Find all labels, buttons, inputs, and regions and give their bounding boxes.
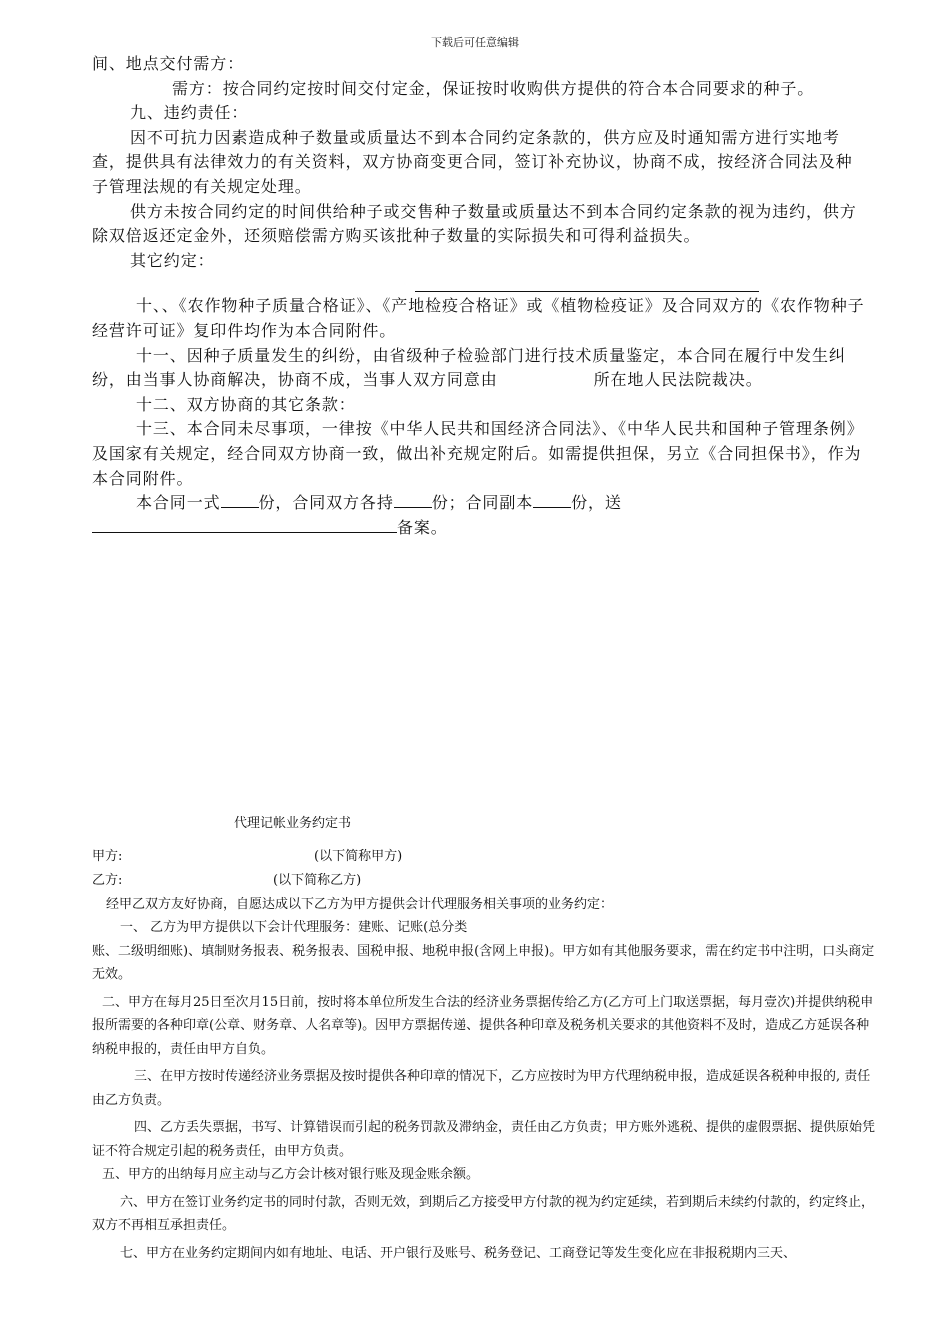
clause-text: 备案。 xyxy=(397,517,448,537)
agreement-item: 一、 乙方为甲方提供以下会计代理服务：建账、记账(总分类 xyxy=(120,920,468,935)
party-a-label: 甲方: xyxy=(92,848,123,864)
other-terms-label: 其它约定： xyxy=(130,250,215,270)
party-b-note: (以下简称乙方) xyxy=(273,872,362,888)
agreement-item: 四、乙方丢失票据，书写、计算错误而引起的税务罚款及滞纳金，责任由乙方负责；甲方账外逃税、提供的虚假票据、提供原始凭证不符合规定引起的税务责任，由甲方负责。 xyxy=(92,1120,876,1159)
party-b-label: 乙方: xyxy=(92,872,123,888)
contract-paragraph xyxy=(92,344,865,393)
agreement-intro: 经甲乙双方友好协商，自愿达成以下乙方为甲方提供会计代理服务相关事项的业务约定： xyxy=(106,896,614,912)
agreement-item: 账、二级明细账)、填制财务报表、税务报表、国税申报、地税申报(含网上申报)。甲方如有其他服务要求，需在约定书中注明，口头商定无效。 xyxy=(92,943,875,982)
copies-each-blank[interactable] xyxy=(394,491,432,508)
copies-paragraph xyxy=(92,491,865,516)
contract-paragraph: 十二、双方协商的其它条款： xyxy=(136,394,356,414)
section-heading-breach: 九、违约责任： xyxy=(130,103,249,123)
agreement-item: 六、甲方在签订业务约定书的同时付款，否则无效，到期后乙方接受甲方付款的视为约定延续，若到期后未续约付款的，约定终止，双方不再相互承担责任。 xyxy=(92,1194,875,1233)
contract-paragraph: 供方未按合同约定的时间供给种子或交售种子数量或质量达不到本合同约定条款的视为违约，供方除双倍返还定金外，还须赔偿需方购买该批种子数量的实际损失和可得利益损失。 xyxy=(92,201,857,246)
contract-paragraph: 间、地点交付需方： xyxy=(92,54,245,73)
contract-paragraph: 因不可抗力因素造成种子数量或质量达不到本合同约定条款的，供方应及时通知需方进行实地考查，提供具有法律效力的有关资料，双方协商变更合同，签订补充协议，协商不成，按经济合同法及种子管理法规的有关规定处理。 xyxy=(92,127,853,196)
agreement-item: 三、在甲方按时传递经济业务票据及按时提供各种印章的情况下，乙方应按时为甲方代理纳税申报，造成延误各税种申报的, 责任由乙方负责。 xyxy=(92,1069,871,1108)
clause-text: 所在地人民法院裁决。 xyxy=(593,370,763,390)
copies-blank[interactable] xyxy=(221,491,259,508)
party-a-row xyxy=(92,845,876,869)
fill-in-line[interactable] xyxy=(415,273,759,292)
clause-text: 份，送 xyxy=(571,493,622,513)
contract-paragraph: 十、、《农作物种子质量合格证》、《产地检疫合格证》或《植物检疫证》及合同双方的《农作物种子经营许可证》复印件均作为本合同附件。 xyxy=(92,296,865,340)
clause-text: 十一、因种子质量发生的纠纷，由省级种子检验部门进行技术质量鉴定，本合同在履行中发生纠纷，由当事人协商解决，协商不成，当事人双方同意由 xyxy=(92,345,846,390)
clause-text: 份；合同副本 xyxy=(431,493,534,513)
party-a-note: (以下简称甲方) xyxy=(314,848,403,864)
agreement-title: 代理记帐业务约定书 xyxy=(234,816,352,831)
clause-text: 份，合同双方各持 xyxy=(258,493,394,513)
clause-text: 本合同一式 xyxy=(136,493,221,513)
agreement-item: 七、甲方在业务约定期间内如有地址、电话、开户银行及账号、税务登记、工商登记等发生变化应在非报税期内三天、 xyxy=(120,1245,797,1261)
contract-paragraph: 十三、本合同未尽事项，一律按《中华人民共和国经济合同法》、《中华人民共和国种子管理条例》及国家有关规定，经合同双方协商一致，做出补充规定附后。如需提供担保，另立《合同担保书》，作为本合同附件。 xyxy=(92,419,864,488)
party-b-row xyxy=(92,869,876,893)
page-header: 下载后可任意编辑 xyxy=(431,36,519,49)
filing-paragraph xyxy=(92,516,865,541)
seed-contract-section xyxy=(92,52,865,540)
duplicate-copies-blank[interactable] xyxy=(533,491,571,508)
agreement-item: 五、甲方的出纳每月应主动与乙方会计核对银行账及现金账余额。 xyxy=(102,1167,480,1182)
filing-blank[interactable] xyxy=(92,516,397,533)
contract-paragraph: 需方：按合同约定按时间交付定金，保证按时收购供方提供的符合本合同要求的种子。 xyxy=(172,78,815,98)
agreement-item: 二、甲方在每月25日至次月15日前，按时将本单位所发生合法的经济业务票据传给乙方(乙方可上门取送票据，每月壹次)并提供纳税申报所需要的各种印章(公章、财务章、人名章等)。因甲方票据传递、提供各种印章及税务机关要求的其他资料不及时，造成乙方延误各种纳税申报的，责任由甲方自负。 xyxy=(92,994,874,1057)
bookkeeping-agreement-section xyxy=(92,812,876,1265)
